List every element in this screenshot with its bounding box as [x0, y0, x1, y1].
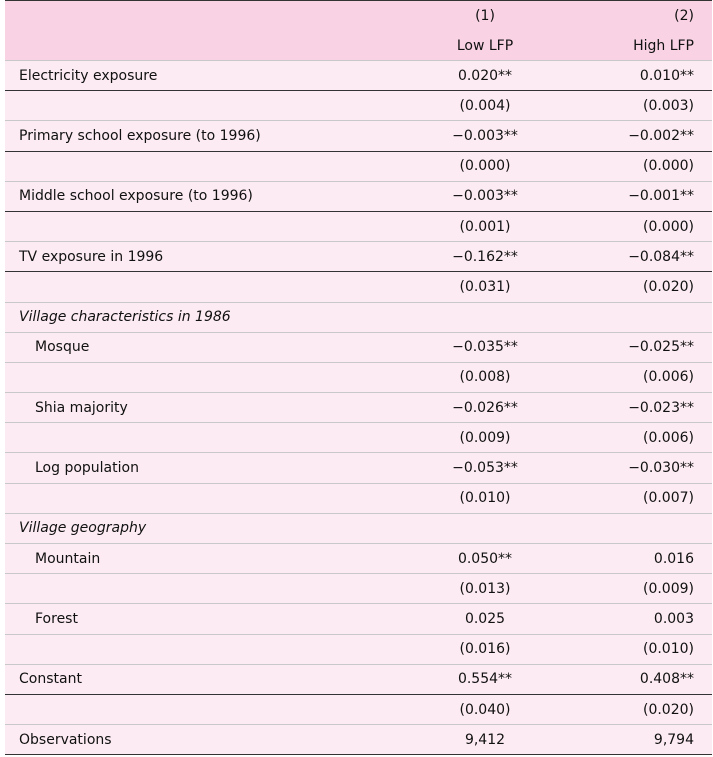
col2-std-error: (0.009) — [555, 574, 712, 604]
coefficient-row — [5, 453, 712, 483]
row-label: Shia majority — [5, 393, 415, 423]
col2-value: −0.002** — [555, 121, 712, 151]
col2-std-error: (0.020) — [555, 694, 712, 724]
std-error-row — [5, 634, 712, 664]
section-row — [5, 513, 712, 543]
col1-std-error: (0.031) — [415, 272, 555, 302]
std-error-row — [5, 483, 712, 513]
row-label: Primary school exposure (to 1996) — [5, 121, 415, 151]
col1-value: 0.554** — [415, 664, 555, 694]
col2-value: −0.001** — [555, 181, 712, 211]
coefficient-row — [5, 664, 712, 694]
col2-std-error: (0.006) — [555, 362, 712, 392]
col2-std-error: (0.000) — [555, 151, 712, 181]
col1-std-error: (0.016) — [415, 634, 555, 664]
col2-std-error: (0.000) — [555, 211, 712, 241]
coefficient-row — [5, 61, 712, 91]
col1-value: 0.025 — [415, 604, 555, 634]
empty-label-cell — [5, 211, 415, 241]
section-row — [5, 302, 712, 332]
col2-value: −0.023** — [555, 393, 712, 423]
row-label: Mosque — [5, 332, 415, 362]
header-row-numbers — [5, 1, 712, 31]
empty-label-cell — [5, 483, 415, 513]
col1-value: −0.053** — [415, 453, 555, 483]
std-error-row — [5, 694, 712, 724]
col2-value: −0.030** — [555, 453, 712, 483]
col2-number: (2) — [555, 1, 712, 31]
table-body — [5, 61, 712, 755]
coefficient-row — [5, 544, 712, 574]
section-label: Village geography — [5, 513, 415, 543]
col1-std-error: (0.013) — [415, 574, 555, 604]
row-label: Observations — [5, 725, 415, 755]
col1-value: 9,412 — [415, 725, 555, 755]
std-error-row — [5, 574, 712, 604]
col1-value: 0.020** — [415, 61, 555, 91]
row-label: Middle school exposure (to 1996) — [5, 181, 415, 211]
empty-label-cell — [5, 634, 415, 664]
col1-std-error: (0.001) — [415, 211, 555, 241]
col1-std-error: (0.010) — [415, 483, 555, 513]
col1-value: −0.003** — [415, 181, 555, 211]
col2-value: 9,794 — [555, 725, 712, 755]
empty-label-cell — [5, 272, 415, 302]
std-error-row — [5, 423, 712, 453]
header-empty-cell — [5, 1, 415, 31]
row-label: Constant — [5, 664, 415, 694]
std-error-row — [5, 362, 712, 392]
col2-value: −0.025** — [555, 332, 712, 362]
empty-cell — [555, 513, 712, 543]
table-header — [5, 1, 712, 61]
coefficient-row — [5, 725, 712, 755]
empty-label-cell — [5, 423, 415, 453]
col2-value: 0.003 — [555, 604, 712, 634]
col1-std-error: (0.004) — [415, 91, 555, 121]
regression-table — [5, 0, 712, 755]
empty-cell — [415, 302, 555, 332]
std-error-row — [5, 151, 712, 181]
col1-value: 0.050** — [415, 544, 555, 574]
section-label: Village characteristics in 1986 — [5, 302, 415, 332]
col1-label: Low LFP — [415, 31, 555, 61]
col2-value: 0.408** — [555, 664, 712, 694]
coefficient-row — [5, 604, 712, 634]
empty-label-cell — [5, 362, 415, 392]
col1-std-error: (0.000) — [415, 151, 555, 181]
col1-std-error: (0.009) — [415, 423, 555, 453]
col2-value: 0.010** — [555, 61, 712, 91]
results-table — [5, 1, 712, 755]
row-label: Electricity exposure — [5, 61, 415, 91]
col1-std-error: (0.040) — [415, 694, 555, 724]
col1-value: −0.026** — [415, 393, 555, 423]
coefficient-row — [5, 332, 712, 362]
col1-number: (1) — [415, 1, 555, 31]
col2-std-error: (0.007) — [555, 483, 712, 513]
col2-std-error: (0.006) — [555, 423, 712, 453]
col1-value: −0.035** — [415, 332, 555, 362]
empty-cell — [415, 513, 555, 543]
col2-label: High LFP — [555, 31, 712, 61]
row-label: TV exposure in 1996 — [5, 242, 415, 272]
col2-std-error: (0.010) — [555, 634, 712, 664]
col1-std-error: (0.008) — [415, 362, 555, 392]
col1-value: −0.003** — [415, 121, 555, 151]
coefficient-row — [5, 181, 712, 211]
empty-label-cell — [5, 694, 415, 724]
std-error-row — [5, 91, 712, 121]
col2-value: 0.016 — [555, 544, 712, 574]
std-error-row — [5, 272, 712, 302]
row-label: Forest — [5, 604, 415, 634]
coefficient-row — [5, 393, 712, 423]
col2-std-error: (0.003) — [555, 91, 712, 121]
std-error-row — [5, 211, 712, 241]
coefficient-row — [5, 121, 712, 151]
col2-value: −0.084** — [555, 242, 712, 272]
col2-std-error: (0.020) — [555, 272, 712, 302]
empty-label-cell — [5, 151, 415, 181]
header-row-labels — [5, 31, 712, 61]
empty-cell — [555, 302, 712, 332]
row-label: Log population — [5, 453, 415, 483]
empty-label-cell — [5, 91, 415, 121]
row-label: Mountain — [5, 544, 415, 574]
col1-value: −0.162** — [415, 242, 555, 272]
coefficient-row — [5, 242, 712, 272]
header-empty-cell — [5, 31, 415, 61]
empty-label-cell — [5, 574, 415, 604]
